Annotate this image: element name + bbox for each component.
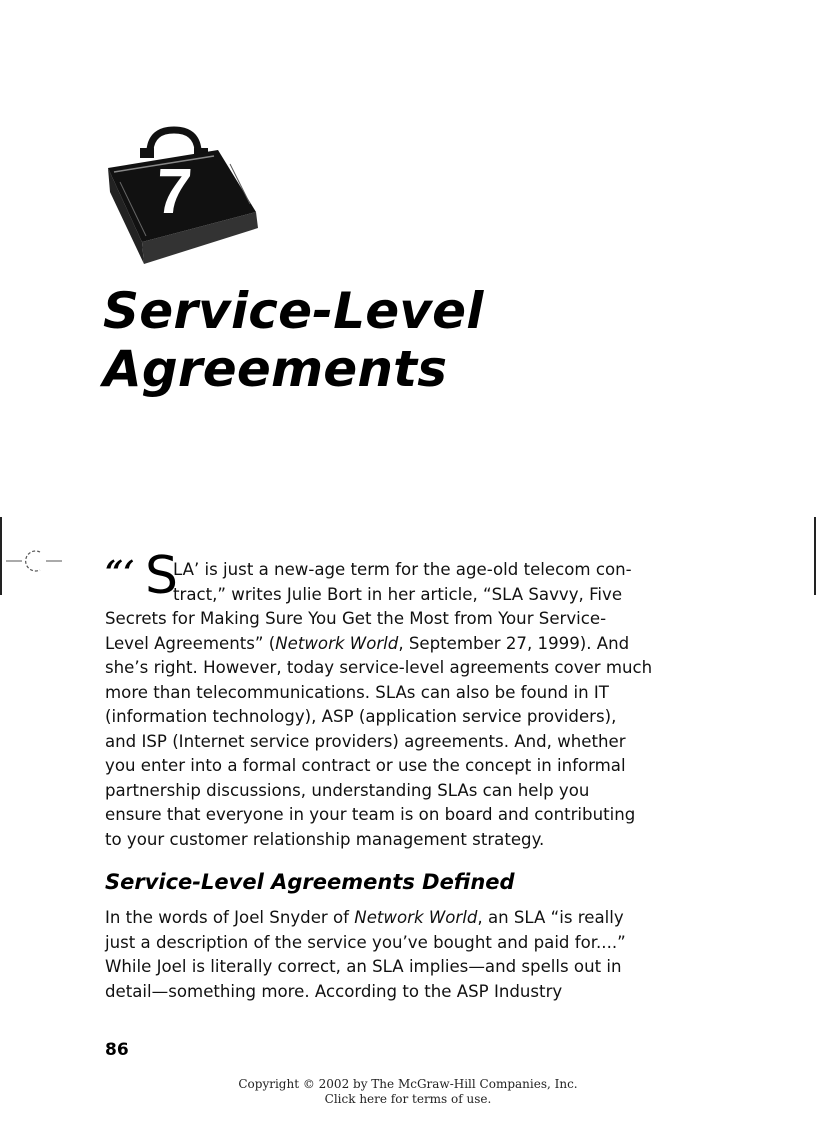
- copyright-text: Copyright © 2002 by The McGraw-Hill Companies, Inc.: [238, 1077, 578, 1091]
- chapter-title-line-1: Service-Level: [103, 282, 484, 340]
- intro-line-11: ensure that everyone in your team is on board and contributing: [105, 805, 636, 824]
- intro-paragraph: [105, 553, 725, 852]
- intro-line-1: LA’ is just a new-age term for the age-old telecom con-: [173, 560, 632, 579]
- section-line-1-a: In the words of Joel Snyder of: [105, 908, 355, 927]
- crop-mark-left: [0, 517, 2, 595]
- intro-line-9: you enter into a formal contract or use the concept in informal: [105, 756, 626, 775]
- intro-line-4: [105, 632, 725, 657]
- intro-line-6: more than telecommunications. SLAs can also be found in IT: [105, 682, 609, 702]
- section-heading: Service-Level Agreements Defined: [105, 870, 515, 894]
- chapter-title: [103, 282, 703, 398]
- chapter-title-line-2: Agreements: [103, 340, 448, 398]
- open-quote: “‘: [105, 553, 135, 591]
- intro-line-3: Secrets for Making Sure You Get the Most from Your Service-: [105, 609, 607, 628]
- intro-line-12: to your customer relationship management strategy.: [105, 829, 545, 849]
- intro-line-4-a: Level Agreements” (: [105, 633, 276, 653]
- intro-line-5: she’s right. However, today service-level agreements cover much: [105, 658, 653, 677]
- publication-name-2: Network World: [354, 908, 478, 927]
- intro-line-4-b: , September 27, 1999). And: [398, 633, 630, 653]
- section-line-4: detail—something more. According to the ASP Industry: [105, 981, 563, 1001]
- section-line-1-b: , an SLA “is really: [477, 908, 624, 927]
- publication-name: Network World: [275, 633, 399, 653]
- copyright-notice: [0, 1077, 816, 1107]
- intro-line-8: and ISP (Internet service providers) agreements. And, whether: [105, 731, 626, 751]
- intro-line-2: tract,” writes Julie Bort in her article, “SLA Savvy, Five: [173, 584, 623, 604]
- section-paragraph: [105, 906, 725, 1004]
- registration-mark-icon: [6, 546, 62, 576]
- chapter-number: 7: [153, 155, 195, 227]
- intro-line-10: partnership discussions, understanding SLAs can help you: [105, 780, 590, 800]
- drop-cap: S: [145, 546, 179, 606]
- intro-line-7: (information technology), ASP (application service providers),: [105, 707, 617, 726]
- terms-link[interactable]: Click here for terms of use.: [324, 1092, 492, 1106]
- section-line-2: just a description of the service you’ve bought and paid for....”: [105, 932, 626, 952]
- section-line-3: While Joel is literally correct, an SLA implies—and spells out in: [105, 957, 622, 976]
- page-number: 86: [105, 1040, 129, 1060]
- section-line-1: [105, 906, 725, 931]
